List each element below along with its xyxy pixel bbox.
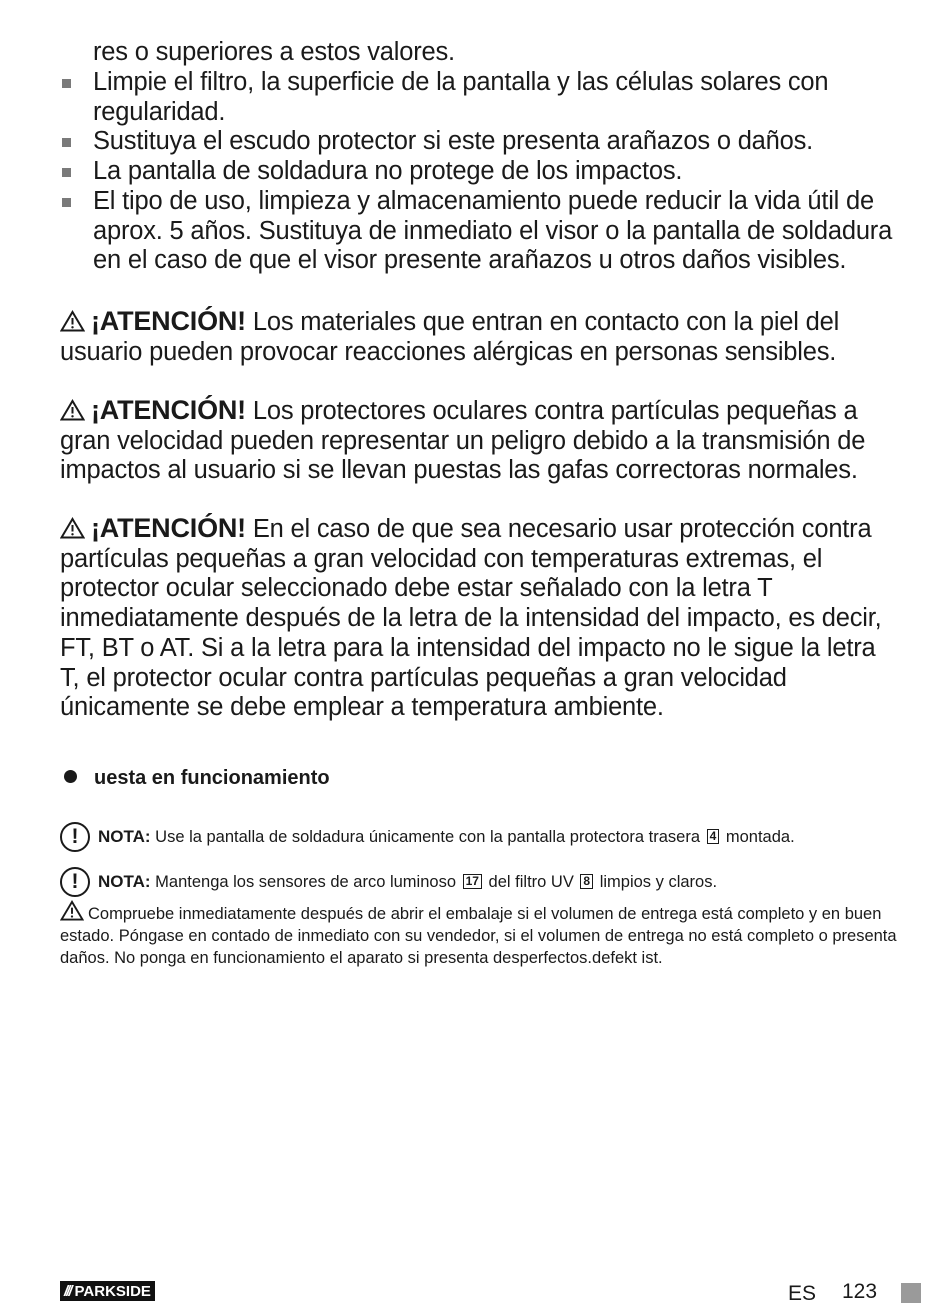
warning-text: Los protectores oculares contra partículas pequeñas a gran velocidad pueden representar un peligro debido a la transmisión de impactos al usuario si se llevan puestas las gafas correctoras normales.: [60, 397, 866, 485]
logo-slashes: ///: [64, 1282, 71, 1300]
page-marker: [901, 1283, 921, 1303]
note-text: Use la pantalla de soldadura únicamente con la pantalla protectora trasera: [155, 828, 700, 846]
warning-block: [60, 396, 890, 486]
note-text: Mantenga los sensores de arco luminoso: [155, 873, 456, 891]
continuation-text: res o superiores a estos valores.: [93, 38, 455, 66]
exclamation-circle-icon: !: [60, 867, 90, 897]
warning-keyword: ¡ATENCIÓN!: [91, 395, 246, 425]
part-reference: 8: [580, 874, 593, 889]
warning-text: Los materiales que entran en contacto con la piel del usuario pueden provocar reacciones alérgicas en personas sensibles.: [60, 308, 840, 366]
note-block: [60, 822, 795, 852]
list-item: [60, 187, 895, 276]
warning-triangle-icon: [60, 517, 85, 539]
bullet-text: La pantalla de soldadura no protege de los impactos.: [93, 157, 683, 186]
language-code: ES: [788, 1282, 817, 1305]
round-bullet-icon: [64, 770, 77, 783]
caution-paragraph: [60, 900, 900, 969]
note-keyword: NOTA:: [98, 872, 151, 891]
bullet-text: El tipo de uso, limpieza y almacenamiento puede reducir la vida útil de aprox. 5 años. Sustituya de inmediato el visor o la pantalla de soldadura en el caso de que el visor presente arañazos u otros daños visibles.: [93, 186, 893, 275]
brand-logo: [60, 1281, 155, 1301]
bullet-text: Sustituya el escudo protector si este presenta arañazos o daños.: [93, 127, 814, 156]
part-reference: 4: [707, 829, 720, 844]
list-item: [60, 157, 895, 187]
note-text: del filtro UV: [488, 873, 574, 891]
note-text: montada.: [725, 828, 795, 846]
square-bullet-icon: [62, 168, 71, 177]
warning-block: [60, 307, 890, 367]
note-block: [60, 867, 717, 897]
square-bullet-icon: [62, 79, 71, 88]
warning-text: En el caso de que sea necesario usar protección contra partículas pequeñas a gran velocidad con temperaturas extremas, el protector ocular seleccionado debe estar señalado con la letra T inmediatamente después de la letra de la intensidad del impacto, es decir, FT, BT o AT. Si a la letra para la intensidad del impacto no le sigue la letra T, el protector ocular contra partículas pequeñas a gran velocidad únicamente se debe emplear a temperatura ambiente.: [60, 515, 882, 722]
warning-keyword: ¡ATENCIÓN!: [91, 306, 246, 336]
warning-triangle-icon: [60, 310, 85, 332]
bullet-list: [60, 68, 895, 276]
page-number: 123: [842, 1280, 878, 1303]
list-item: [60, 127, 895, 157]
square-bullet-icon: [62, 138, 71, 147]
caution-text: Compruebe inmediatamente después de abrir el embalaje si el volumen de entrega está completo y en buen estado. Póngase en contado de inmediato con su vendedor, si el volumen de entrega no está completo o presenta daños. No ponga en funcionamiento el aparato si presenta desperfectos.defekt ist.: [60, 905, 897, 967]
warning-triangle-icon: [60, 399, 85, 421]
bullet-text: Limpie el filtro, la superficie de la pantalla y las células solares con regularidad.: [93, 68, 829, 126]
section-heading-text: uesta en funcionamiento: [94, 767, 330, 789]
exclamation-circle-icon: !: [60, 822, 90, 852]
note-keyword: NOTA:: [98, 827, 151, 846]
warning-triangle-icon: [60, 900, 84, 921]
warning-keyword: ¡ATENCIÓN!: [91, 513, 246, 543]
warning-block: [60, 514, 890, 723]
note-text: limpios y claros.: [599, 873, 718, 891]
square-bullet-icon: [62, 198, 71, 207]
section-heading: [60, 767, 330, 790]
list-item: [60, 68, 895, 127]
part-reference: 17: [463, 874, 482, 889]
logo-text: PARKSIDE: [74, 1282, 151, 1300]
